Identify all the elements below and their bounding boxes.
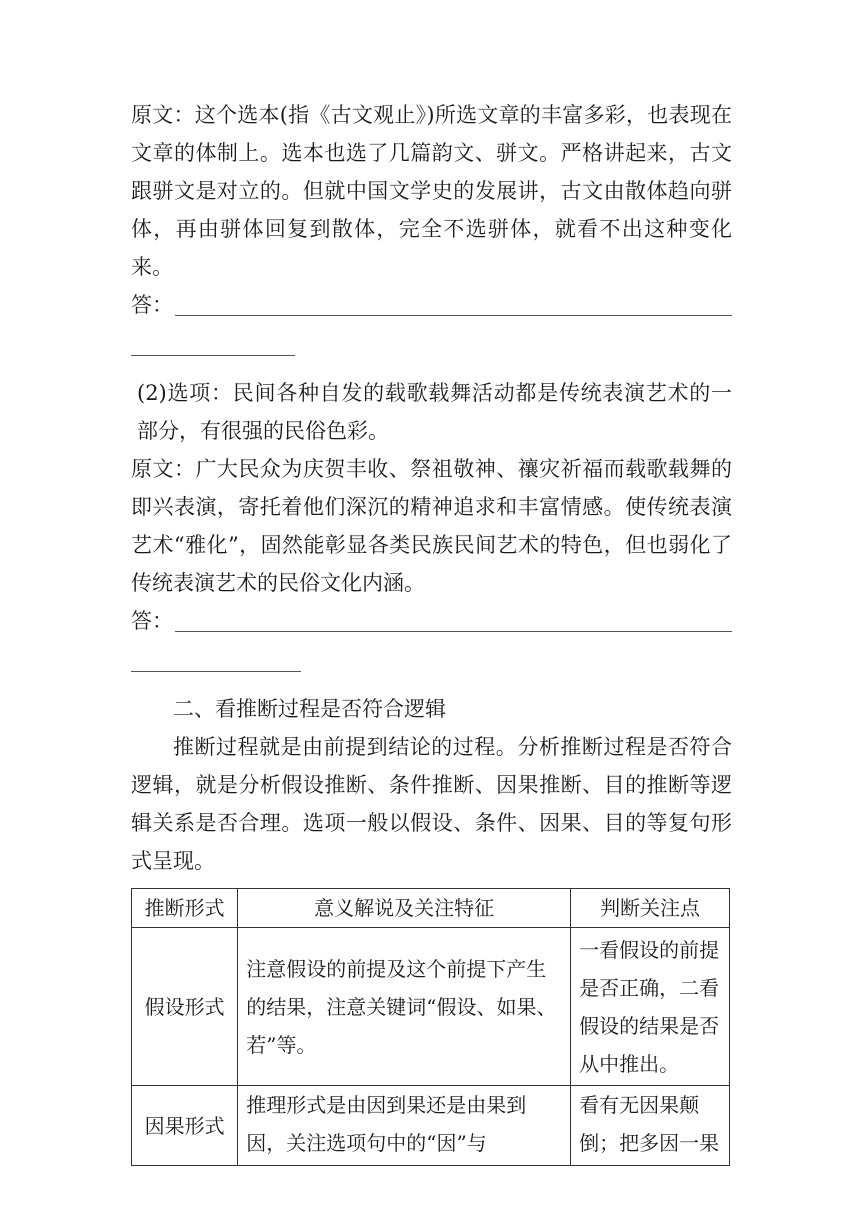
header-form: 推断形式: [132, 889, 238, 928]
table-row: [132, 1086, 730, 1166]
q1-answer-blank[interactable]: [175, 293, 732, 316]
q1-answer-line: [131, 286, 732, 324]
document-page: [131, 96, 732, 1166]
table-row: [132, 928, 730, 1086]
row-focus: 看有无因果颠倒；把多因一果: [571, 1086, 730, 1166]
q2-option-text: 民间各种自发的载歌载舞活动都是传统表演艺术的一部分，有很强的民俗色彩。: [137, 381, 733, 443]
q2-answer-line: [131, 602, 732, 640]
q2-source-text: 广大民众为庆贺丰收、祭祖敬神、禳灾祈福而载歌载舞的即兴表演，寄托着他们深沉的精神追求和丰富情感。使传统表演艺术“雅化”，固然能彰显各类民族民间艺术的特色，但也弱化了传统表演艺术的民俗文化内涵。: [131, 457, 733, 595]
row-meaning: 推理形式是由因到果还是由果到因，关注选项句中的“因”与: [238, 1086, 571, 1166]
row-focus: 一看假设的前提是否正确，二看假设的结果是否从中推出。: [571, 928, 730, 1086]
q2-option-label: (2)选项：: [137, 381, 233, 405]
section-intro: 推断过程就是由前提到结论的过程。分析推断过程是否符合逻辑，就是分析假设推断、条件推断、因果推断、目的推断等逻辑关系是否合理。选项一般以假设、条件、因果、目的等复句形式呈现。: [131, 735, 732, 873]
q1-source-label: 原文：: [131, 103, 195, 127]
header-focus: 判断关注点: [571, 889, 730, 928]
q2-answer-blank-continuation[interactable]: [131, 670, 301, 672]
q2-source-paragraph: [131, 450, 732, 602]
q2-source-label: 原文：: [131, 457, 196, 481]
q2-option-paragraph: [131, 374, 732, 450]
row-meaning: 注意假设的前提及这个前提下产生的结果，注意关键词“假设、如果、若”等。: [238, 928, 571, 1086]
header-meaning: 意义解说及关注特征: [238, 889, 571, 928]
table-header-row: [132, 889, 730, 928]
q1-source-paragraph: [131, 96, 732, 286]
section-heading: 二、看推断过程是否符合逻辑: [173, 697, 446, 721]
row-form: 假设形式: [132, 928, 238, 1086]
inference-table: [131, 888, 730, 1166]
q2-answer-blank[interactable]: [175, 609, 732, 632]
q2-answer-label: 答：: [131, 609, 173, 633]
row-form: 因果形式: [132, 1086, 238, 1166]
q1-answer-blank-continuation[interactable]: [131, 354, 295, 356]
q1-source-text: 这个选本(指《古文观止》)所选文章的丰富多彩，也表现在文章的体制上。选本也选了几篇韵文、骈文。严格讲起来，古文跟骈文是对立的。但就中国文学史的发展讲，古文由散体趋向骈体，再由骈体回复到散体，完全不选骈体，就看不出这种变化来。: [131, 103, 733, 279]
q1-answer-label: 答：: [131, 293, 173, 317]
